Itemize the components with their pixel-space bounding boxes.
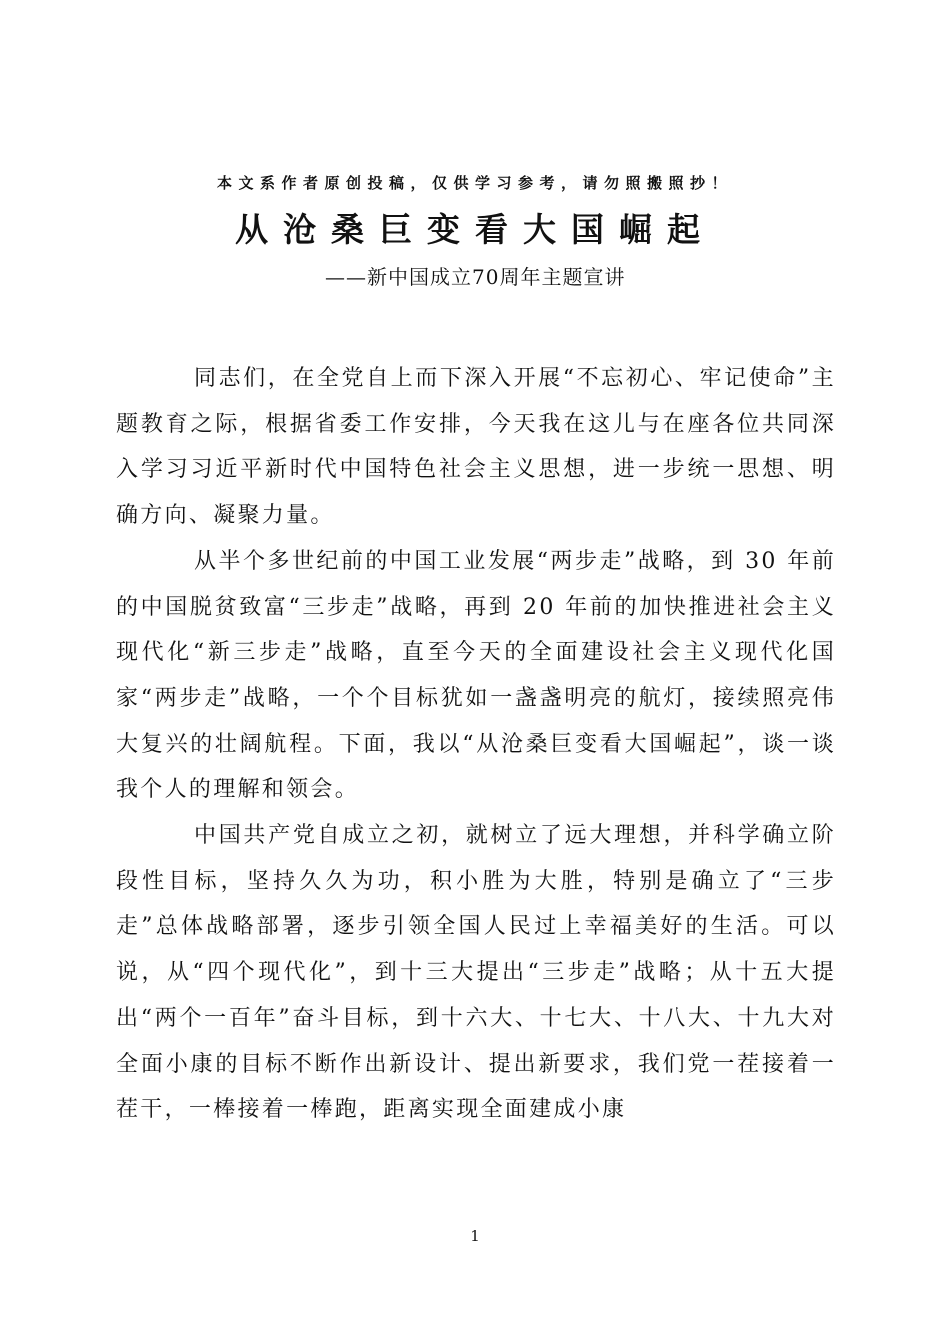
copyright-notice: 本文系作者原创投稿，仅供学习参考，请勿照搬照抄！ xyxy=(216,174,733,192)
page-number: 1 xyxy=(470,1227,480,1245)
document-subtitle: ——新中国成立70周年主题宣讲 xyxy=(325,265,626,289)
paragraph: 从半个多世纪前的中国工业发展“两步走”战略，到 30 年前的中国脱贫致富“三步走”战略，再到 20 年前的加快推进社会主义现代化“新三步走”战略，直至今天的全面建设社会主义现代化国家“两步走”战略，一个个目标犹如一盏盏明亮的航灯，接续照亮伟大复兴的壮阔航程。下面，我以“从沧桑巨变看大国崛起”，谈一谈我个人的理解和领会。 xyxy=(116,548,836,803)
paragraph: 中国共产党自成立之初，就树立了远大理想，并科学确立阶段性目标，坚持久久为功，积小胜为大胜，特别是确立了“三步走”总体战略部署，逐步引领全国人民过上幸福美好的生活。可以说，从“四个现代化”，到十三大提出“三步走”战略；从十五大提出“两个一百年”奋斗目标，到十六大、十七大、十八大、十九大对全面小康的目标不断作出新设计、提出新要求，我们党一茬接着一茬干，一棒接着一棒跑，距离实现全面建成小康 xyxy=(116,823,836,1123)
document-title: 从沧桑巨变看大国崛起 xyxy=(235,210,715,249)
document-body xyxy=(116,356,836,1133)
paragraph: 同志们，在全党自上而下深入开展“不忘初心、牢记使命”主题教育之际，根据省委工作安排，今天我在这儿与在座各位共同深入学习习近平新时代中国特色社会主义思想，进一步统一思想、明确方向、凝聚力量。 xyxy=(116,366,836,529)
